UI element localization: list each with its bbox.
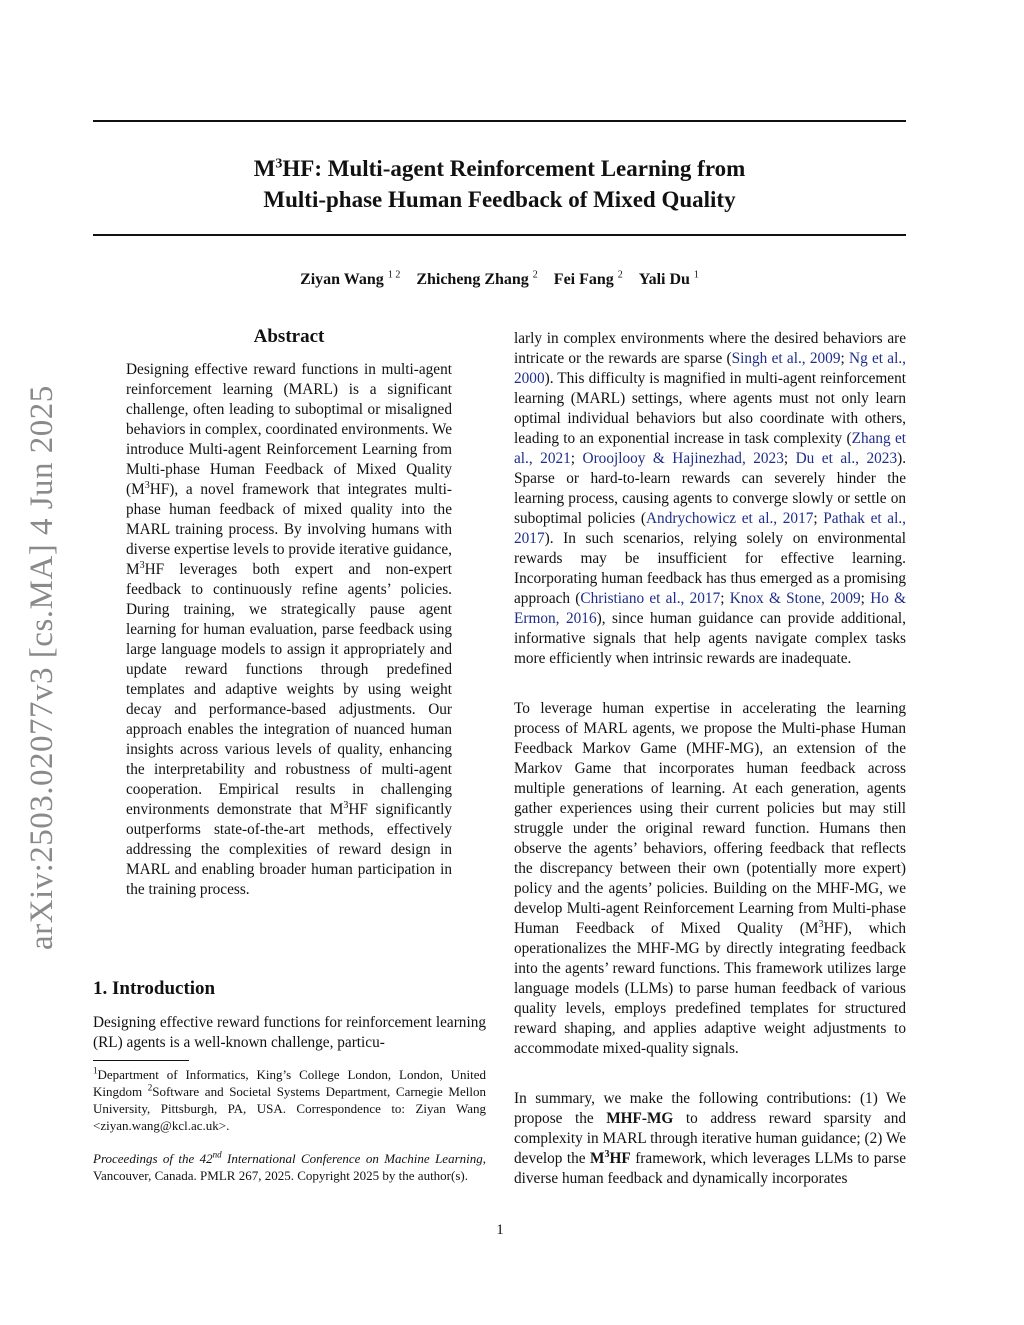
proceedings-note: Proceedings of the 42nd International Conference on Machine Learning, Vancouver, Canada. PMLR 267, 2025. Copyright 2025 by the author(s). xyxy=(93,1149,486,1183)
author-list xyxy=(93,270,906,289)
abstract-heading: Abstract xyxy=(253,326,325,347)
title-bottom-rule xyxy=(93,234,906,236)
title-line-2: Multi-phase Human Feedback of Mixed Quality xyxy=(263,186,736,212)
citation-link[interactable]: Ho & Ermon, 2016 xyxy=(514,590,907,627)
citation-link[interactable]: Singh et al., 2009 xyxy=(731,350,841,367)
citation-link[interactable]: Ng et al., 2000 xyxy=(514,350,906,387)
page-number: 1 xyxy=(496,1222,504,1238)
affiliation-footnote: $^1$Department of Informatics, King’s College London, London, United Kingdom $^2$Software and Societal Systems Department, Carnegie Mellon University, Pittsburgh, PA, USA. Correspondence to: Ziyan Wang <ziyan.wang@kcl.ac.uk>. xyxy=(93,1065,486,1133)
paper-title xyxy=(93,148,906,215)
author: Ziyan Wang $^{1 2}$ xyxy=(300,270,401,289)
citation-link[interactable]: Oroojlooy & Hajinezhad, 2023 xyxy=(582,450,784,467)
citation-link[interactable]: Knox & Stone, 2009 xyxy=(729,590,861,607)
citation-link[interactable]: Du et al., 2023 xyxy=(795,450,898,467)
citation-link[interactable]: Zhang et al., 2021 xyxy=(514,430,906,467)
footnote-rule xyxy=(93,1060,189,1061)
citation-link[interactable]: Christiano et al., 2017 xyxy=(580,590,721,607)
title-top-rule xyxy=(93,120,906,122)
author: Yali Du $^1$ xyxy=(638,270,699,289)
arxiv-watermark: arXiv:2503.02077v3 [cs.MA] 4 Jun 2025 xyxy=(24,385,60,950)
section-heading-introduction: 1. Introduction xyxy=(93,978,216,999)
author: Zhicheng Zhang $^2$ xyxy=(416,270,538,289)
intro-paragraph: Designing effective reward functions for reinforcement learning (RL) agents is a well-known challenge, particu- xyxy=(93,1014,486,1051)
intro-paragraph-contributions: In summary, we make the following contributions: (1) We propose the MHF-MG to address reward sparsity and complexity in MARL through iterative human guidance; (2) We develop the $M^3HF$ framework, which leverages LLMs to parse diverse human feedback and dynamically incorporates xyxy=(514,1090,906,1187)
abstract-body: Designing effective reward functions in multi-agent reinforcement learning (MARL) is a significant challenge, often leading to suboptimal or misaligned behaviors in complex, coordinated environments. We introduce Multi-agent Reinforcement Learning from Multi-phase Human Feedback of Mixed Quality $(M^3HF)$, a novel framework that integrates multi-phase human feedback of mixed quality into the MARL training process. By involving humans with diverse expertise levels to provide iterative guidance, $M^3HF$ leverages both expert and non-expert feedback to continuously refine agents’ policies. During training, we strategically pause agent learning for human evaluation, parse feedback using large language models to assign it appropriately and update reward functions through predefined templates and adaptive weights by using weight decay and performance-based adjustments. Our approach enables the integration of nuanced human insights across various levels of quality, enhancing the interpretability and robustness of multi-agent cooperation. Empirical results in challenging environments demonstrate that $M^3HF$ significantly outperforms state-of-the-art methods, effectively addressing the complexities of reward design in MARL and enabling broader human participation in the training process. xyxy=(126,361,453,898)
citation-link[interactable]: Pathak et al., 2017 xyxy=(514,510,906,547)
intro-paragraph-mhf-mg: To leverage human expertise in accelerating the learning process of MARL agents, we propose the Multi-phase Human Feedback Markov Game (MHF-MG), an extension of the Markov Game that incorporates human feedback across multiple generations of learning. At each generation, agents gather experiences using their current policies but may still struggle under the original reward function. Humans then observe the agents’ behaviors, offering feedback that reflects the discrepancy between their own (potentially more expert) policy and the agents’ policies. Building on the MHF-MG, we develop Multi-agent Reinforcement Learning from Multi-phase Human Feedback of Mixed Quality $(M^3HF)$, which operationalizes the MHF-MG by directly integrating feedback into the agents’ reward functions. This framework utilizes large language models (LLMs) to parse human feedback of various quality levels, employs predefined templates for structured reward shaping, and applies adaptive weight adjustments to accommodate mixed-quality signals. xyxy=(514,700,906,1057)
author: Fei Fang $^2$ xyxy=(553,270,623,289)
citation-link[interactable]: Andrychowicz et al., 2017 xyxy=(646,510,814,527)
title-line-1: $M^3HF$: Multi-agent Reinforcement Learning from xyxy=(253,155,746,181)
intro-paragraph-continued: larly in complex environments where the desired behaviors are intricate or the rewards are sparse (Singh et al., 2009; Ng et al., 2000). This difficulty is magnified in multi-agent reinforcement learning (MARL) settings, where agents must not only learn optimal individual behaviors but also coordinate with others, leading to an exponential increase in task complexity (Zhang et al., 2021; Oroojlooy & Hajinezhad, 2023; Du et al., 2023). Sparse or hard-to-learn rewards can severely hinder the learning process, causing agents to converge slowly or settle on suboptimal policies (Andrychowicz et al., 2017; Pathak et al., 2017). In such scenarios, relying solely on environmental rewards may be insufficient for effective learning. Incorporating human feedback has thus emerged as a promising approach (Christiano et al., 2017; Knox & Stone, 2009; Ho & Ermon, 2016), since human guidance can provide additional, informative signals that help agents navigate complex tasks more efficiently when intrinsic rewards are inadequate. xyxy=(514,330,907,667)
